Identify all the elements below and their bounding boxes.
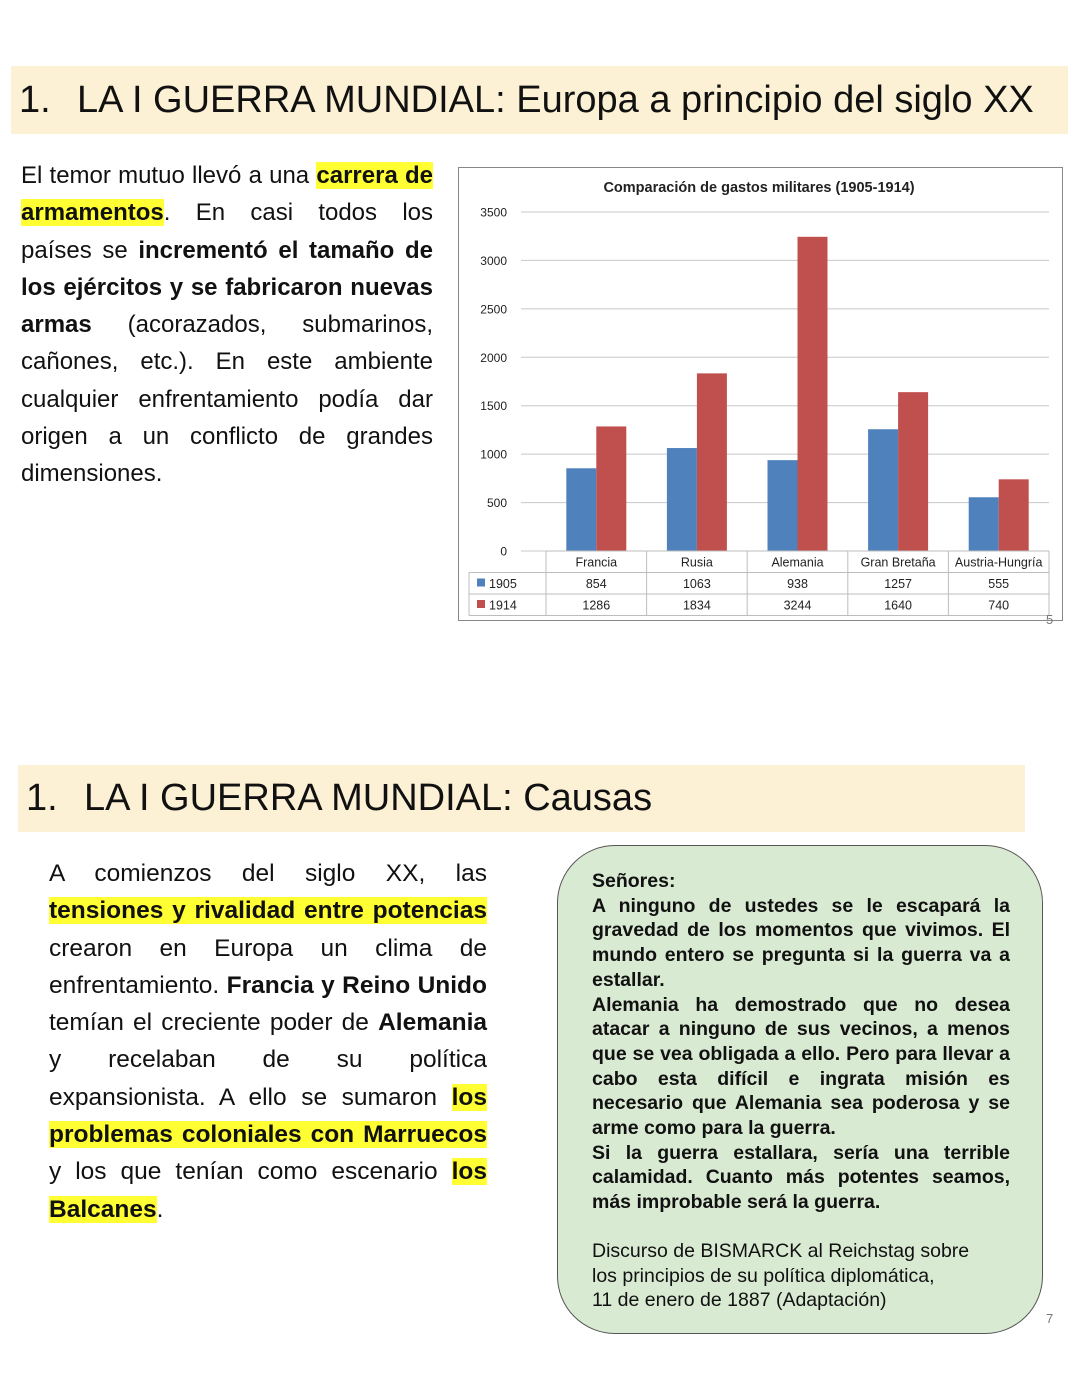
x-tick-label: Austria-Hungría <box>954 555 1043 570</box>
section2-text-segment: temían el creciente poder de <box>49 1009 379 1037</box>
military-spending-chart <box>458 167 1063 621</box>
quote-source-line: 11 de enero de 1887 (Adaptación) <box>592 1289 887 1312</box>
section2-text-segment: A comienzos del siglo XX, las <box>49 860 487 887</box>
quote-line: A ninguno de ustedes se le escapará la gravedad de los momentos que vivimos. El mundo entero se pregunta si la guerra va a estallar. <box>592 894 1010 991</box>
quote-line: Si la guerra estallara, sería una terrible calamidad. Cuanto más potentes seamos, más improbable será la guerra. <box>592 1141 1010 1214</box>
y-tick-label: 0 <box>500 544 507 559</box>
section1-text-segment: (acorazados, submarinos, cañones, etc.). En este ambiente cualquier enfrentamiento podía dar origen a un conflicto de grandes dimensiones. <box>21 311 433 488</box>
section1-banner <box>11 66 1068 134</box>
x-tick-label: Alemania <box>771 555 824 570</box>
bar-1905-austria-hungr-a <box>969 497 999 551</box>
quote-source-line: Discurso de BISMARCK al Reichstag sobre <box>592 1240 970 1262</box>
section2-banner <box>18 765 1025 832</box>
data-label: 938 <box>787 577 808 591</box>
data-label: 555 <box>988 577 1010 591</box>
data-label: 740 <box>988 598 1010 613</box>
section2-paragraph <box>49 855 487 1228</box>
bar-1914-alemania <box>798 237 828 551</box>
section2-title: LA I GUERRA MUNDIAL: Causas <box>84 777 653 819</box>
x-tick-label: Francia <box>575 555 618 570</box>
quote-text <box>592 869 1010 1215</box>
y-tick-label: 2000 <box>480 350 507 365</box>
legend-label: 1914 <box>489 598 517 613</box>
page-number-5: 5 <box>1046 612 1054 627</box>
quote-line: Alemania ha demostrado que no desea atacar a ninguno de sus vecinos, a menos que se vea obligada a ello. Pero para llevar a cabo esta difícil e ingrata misión es necesario que Alemania sea poderosa y se arme como para la guerra. <box>592 993 1010 1140</box>
quote-source <box>592 1239 1032 1313</box>
data-label: 1063 <box>682 577 711 591</box>
quote-line: Señores: <box>592 870 676 892</box>
section1-text-segment: . En casi todos los países se <box>21 199 433 264</box>
chart-svg <box>459 168 1062 620</box>
y-tick-label: 1000 <box>480 447 507 462</box>
bar-1914-gran-breta-a <box>898 392 928 551</box>
section2-text-segment: . <box>156 1195 164 1223</box>
y-tick-label: 2500 <box>480 302 507 317</box>
section2-text-segment: los problemas coloniales con Marruecos <box>49 1083 487 1149</box>
data-label: 1640 <box>884 598 913 613</box>
legend-swatch-1905 <box>477 579 485 587</box>
section1-number: 1. <box>19 79 51 121</box>
y-tick-label: 1500 <box>480 399 507 414</box>
section2-text-segment: crearon en Europa un clima de enfrentamiento. <box>49 934 487 999</box>
y-tick-label: 3500 <box>480 205 507 220</box>
section2-text-segment: y los que tenían como escenario <box>49 1158 452 1186</box>
section2-text-segment: tensiones y rivalidad entre potencias <box>49 897 487 925</box>
page-number-7: 7 <box>1046 1311 1054 1326</box>
section1-text-segment: carrera de armamentos <box>21 162 433 227</box>
bar-1914-francia <box>596 426 626 551</box>
bar-1905-alemania <box>768 460 798 551</box>
bar-1914-rusia <box>697 373 727 551</box>
bismarck-quote-box <box>557 845 1043 1334</box>
section1-title: LA I GUERRA MUNDIAL: Europa a principio del siglo XX <box>77 79 1034 121</box>
section2-number: 1. <box>26 777 58 819</box>
x-tick-label: Gran Bretaña <box>860 555 936 570</box>
data-label: 1257 <box>884 577 913 591</box>
section2-text-segment: Francia y Reino Unido <box>226 971 487 999</box>
bar-1914-austria-hungr-a <box>999 479 1029 551</box>
section2-text-segment: los Balcanes <box>49 1158 487 1223</box>
chart-title: Comparación de gastos militares (1905-1914) <box>603 180 915 196</box>
legend-label: 1905 <box>489 577 517 591</box>
section1-text-segment: incrementó el tamaño de los ejércitos y se fabricaron nuevas armas <box>21 236 433 339</box>
y-tick-label: 500 <box>486 496 507 511</box>
section2-text-segment: y recelaban de su política expansionista. A ello se sumaron <box>49 1046 487 1111</box>
bar-1905-rusia <box>667 448 697 551</box>
section1-text-segment: El temor mutuo llevó a una <box>21 162 317 189</box>
section1-paragraph <box>21 157 433 493</box>
data-label: 3244 <box>783 598 812 613</box>
data-label: 854 <box>585 577 607 591</box>
bar-1905-gran-breta-a <box>868 429 898 551</box>
quote-source-line: los principios de su política diplomática, <box>592 1264 935 1287</box>
x-tick-label: Rusia <box>680 555 713 570</box>
data-label: 1834 <box>682 598 711 613</box>
legend-swatch-1914 <box>477 600 485 608</box>
y-tick-label: 3000 <box>480 253 507 268</box>
section1-heading <box>19 79 1034 122</box>
section2-text-segment: Alemania <box>378 1009 487 1037</box>
data-label: 1286 <box>582 598 611 613</box>
bar-1905-francia <box>566 468 596 551</box>
section2-heading <box>26 777 652 820</box>
